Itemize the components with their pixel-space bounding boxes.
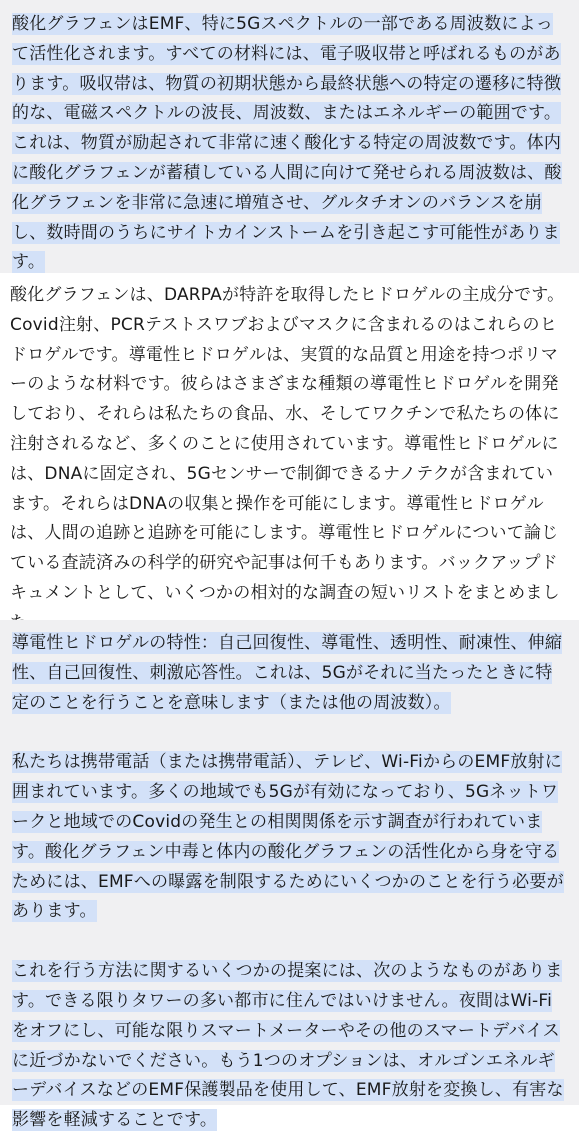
paragraph-emf-exposure	[12, 748, 567, 927]
paragraph-hydrogel[interactable]: 酸化グラフェンは、DARPAが特許を取得したヒドロゲルの主成分です。 Covid注射、PCRテストスワブおよびマスクに含まれるのはこれらのヒドロゲルです。導電性ヒドロゲルは、実質的な品質と用途を持つポリマーのような材料です。彼らはさまざまな種類の導電性ヒドロゲルを開発しており、それらは私たちの食品、水、そしてワクチンで私たちの体に注射されるなど、多くのことに使用されています。導電性ヒドロゲルには、DNAに固定され、5Gセンサーで制御できるナノテクが含まれています。それらはDNAの収集と操作を可能にします。導電性ヒドロゲルは、人間の追跡と追跡を可能にします。導電性ヒドロゲルについて論じている査読済みの科学的研究や記事は何千もあります。バックアップドキュメントとして、いくつかの相対的な調査の短いリストをまとめまし	[10, 285, 565, 603]
highlighted-text[interactable]: これを行う方法に関するいくつかの提案には、次のようなものがあります。できる限りタワーの多い都市に住んではいけません。夜間はWi-Fiをオフにし、可能な限りスマートメーターやその他のスマートデバイスに近づかないでください。もう1つのオプションは、オルゴンエネルギーデバイスなどのEMF保護製品を使用して、EMF放射を変換し、有害な影響を軽減することです。	[12, 961, 564, 1131]
paragraph-hydrogel-properties	[12, 629, 567, 718]
paragraph-graphene-emf	[12, 10, 567, 278]
section-graphene-emf	[0, 0, 579, 273]
section-emf-protection	[0, 620, 579, 1131]
highlighted-text[interactable]: 導電性ヒドロゲルの特性：自己回復性、導電性、透明性、耐凍性、伸縮性、自己回復性、刺激応答性。これは、5Gがそれに当たったときに特定のことを行うことを意味します（または他の周波数）。	[12, 633, 563, 713]
section-hydrogel	[0, 273, 579, 620]
highlighted-text[interactable]: 私たちは携帯電話（または携帯電話）、テレビ、Wi-FiからのEMF放射に囲まれています。多くの地域でも5Gが有効になっており、5Gネットワークと地域でのCovidの発生との相関関係を示す調査が行われています。酸化グラフェン中毒と体内の酸化グラフェンの活性化から身を守るためには、EMFへの曝露を制限するためにいくつかのことを行う必要があります。	[12, 752, 564, 922]
highlighted-text[interactable]: 酸化グラフェンはEMF、特に5Gスペクトルの一部である周波数によって活性化されます。すべての材料には、電子吸収帯と呼ばれるものがあります。吸収帯は、物質の初期状態から最終状態への特定の遷移に特徴的な、電磁スペクトルの波長、周波数、またはエネルギーの範囲です。これは、物質が励起されて非常に速く酸化する特定の周波数です。体内に酸化グラフェンが蓄積している人間に向けて発せられる周波数は、酸化グラフェンを非常に急速に増殖させ、グルタチオンのバランスを崩し、数時間のうちにサイトカインストームを引き起こす可能性があります。	[12, 14, 562, 273]
paragraph-suggestions	[12, 957, 567, 1136]
